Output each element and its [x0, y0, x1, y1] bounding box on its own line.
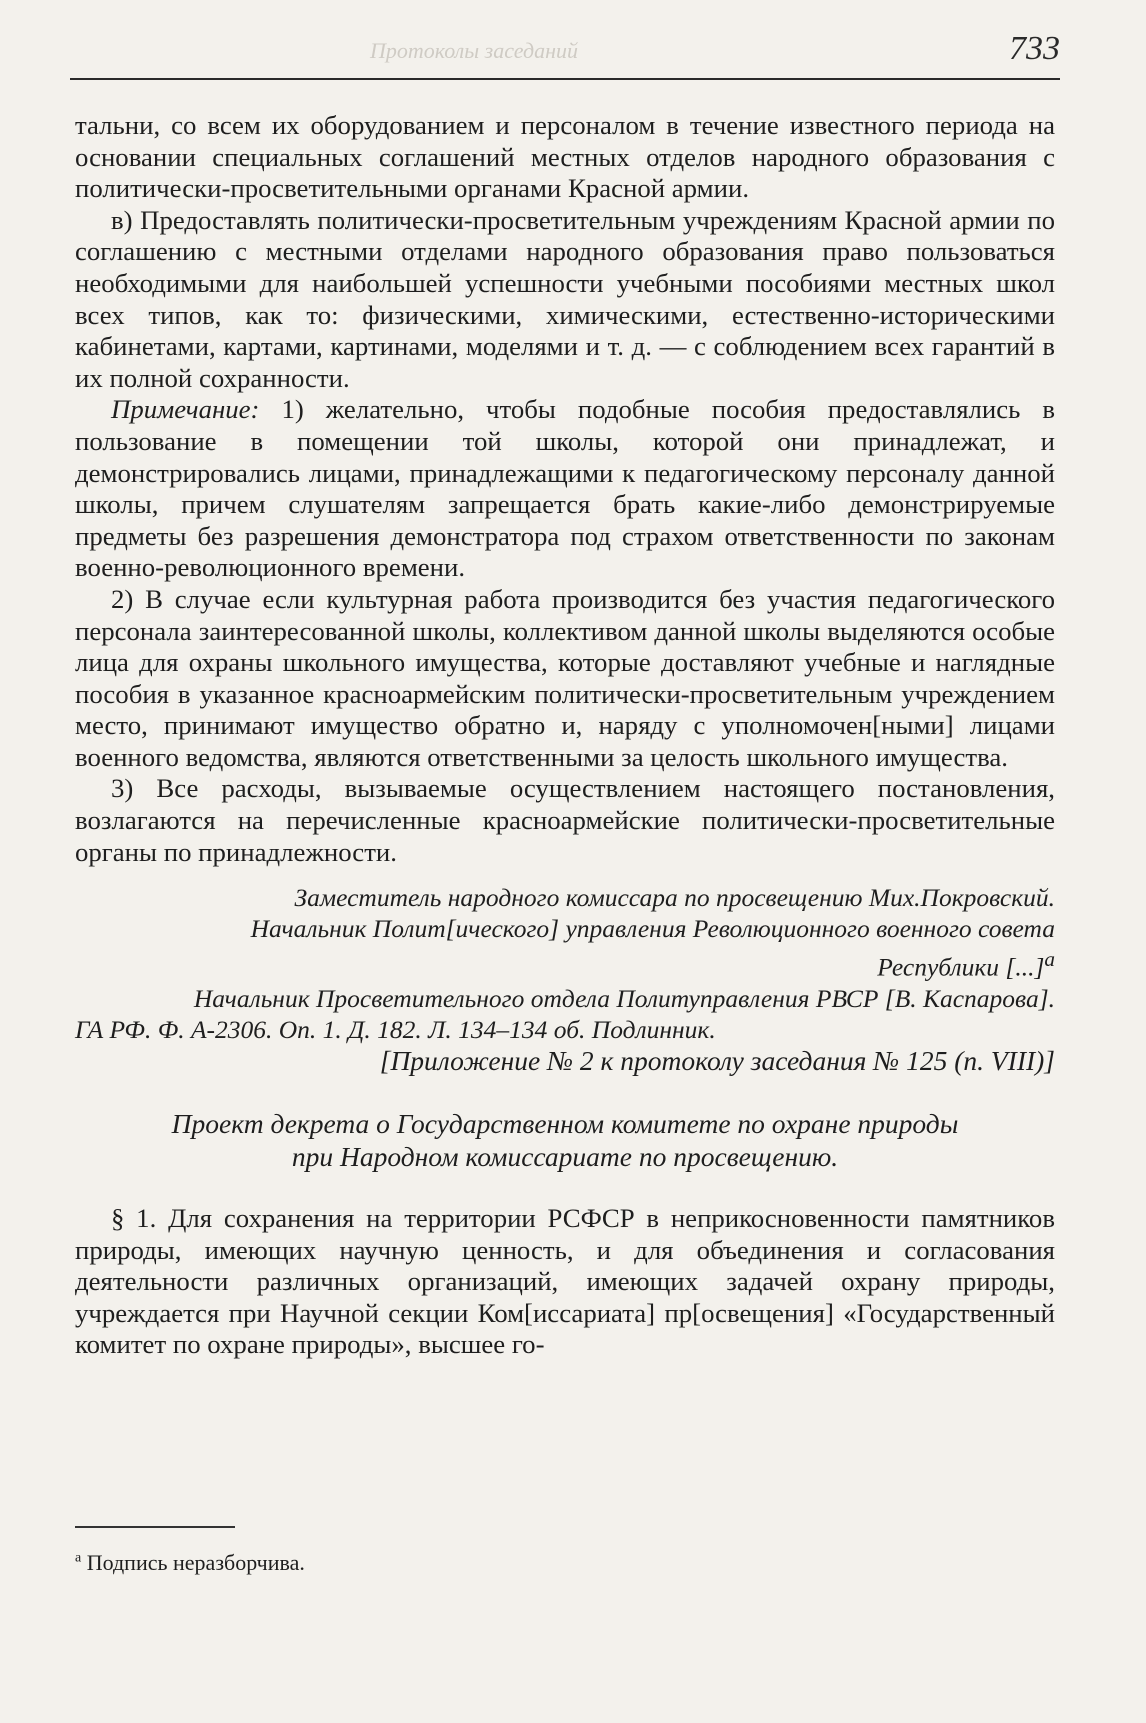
footnote: $^а$ Подпись неразборчива.	[75, 1550, 305, 1575]
signature-line-2: Начальник Полит[ического] управления Революционного военного совета	[250, 914, 1055, 944]
paragraph-note-1	[75, 394, 1055, 584]
page-number: 733	[1009, 30, 1060, 67]
section-1: § 1. Для сохранения на территории РСФСР в неприкосновенности памятников природы, имеющих научную ценность, и для объединения и согласования деятельности различных организаций, имеющих задачей охрану природы, учреждается при Научной секции Ком[иссариата] пр[освещения] «Государственный комитет по охране природы», высшее го-	[75, 1202, 1055, 1360]
paragraph-v: в) Предоставлять политически-просветительным учреждениям Красной армии по соглашению с местными отделами народного образования право пользоваться необходимыми для наибольшей успешности учебными пособиями местных школ всех типов, как то: физическими, химическими, естественно-историческими кабинетами, картами, картинами, моделями и т. д. — с соблюдением всех гарантий в их полной сохранности.	[75, 204, 1055, 393]
footnote-marker: а	[1044, 947, 1055, 972]
paragraph-note-3: 3) Все расходы, вызываемые осуществлением настоящего постановления, возлагаются на перечисленные красноармейские политически-просветительные органы по принадлежности.	[75, 773, 1055, 867]
archive-reference: ГА РФ. Ф. А-2306. Оп. 1. Д. 182. Л. 134–134 об. Подлинник.	[75, 1014, 716, 1044]
paragraph-note-2: 2) В случае если культурная работа производится без участия педагогического персонала заинтересованной школы, коллективом данной школы выделяются особые лица для охраны школьного имущества, которые доставляют учебные и наглядные пособия в указанное красноармейским политически-просветительным учреждением место, принимают имущество обратно и, наряду с уполномочен[ными] лицами военного ведомства, являются ответственными за целость школьного имущества.	[75, 583, 1055, 772]
signature-line-4: Начальник Просветительного отдела Политуправления РВСР [В. Каспарова].	[193, 983, 1055, 1013]
faint-running-title: Протоколы заседаний	[370, 38, 578, 63]
paragraph-continuation: тальни, со всем их оборудованием и персоналом в течение известного периода на основании специальных соглашений местных отделов народного образования с политически-просветительными органами Красной армии.	[75, 110, 1055, 204]
note-label: Примечание:	[111, 394, 260, 425]
note-text: 1) желательно, чтобы подобные пособия предоставлялись в пользование в помещении той школы, которой они принадлежат, и демонстрировались лицами, принадлежащими к педагогическому персоналу данной школы, причем слушателям запрещается брать какие-либо демонстрируемые предметы без разрешения демонстратора под страхом ответственности по законам военно-революционного времени.	[75, 394, 1055, 583]
signature-line-3: Республики [...]$^а$	[877, 947, 1055, 982]
appendix-heading: [Приложение № 2 к протоколу заседания № 125 (п. VIII)]	[379, 1045, 1055, 1077]
signature-line-1: Заместитель народного комиссара по просвещению Мих.Покровский.	[294, 883, 1055, 913]
document-title: Проект декрета о Государственном комитете по охране природы при Народном комиссариате по просвещению.	[171, 1107, 959, 1172]
signature-block	[75, 882, 1055, 1014]
footnote-rule	[75, 1526, 235, 1528]
running-header	[70, 28, 1060, 78]
main-text	[75, 110, 1055, 1361]
header-rule	[70, 78, 1060, 80]
